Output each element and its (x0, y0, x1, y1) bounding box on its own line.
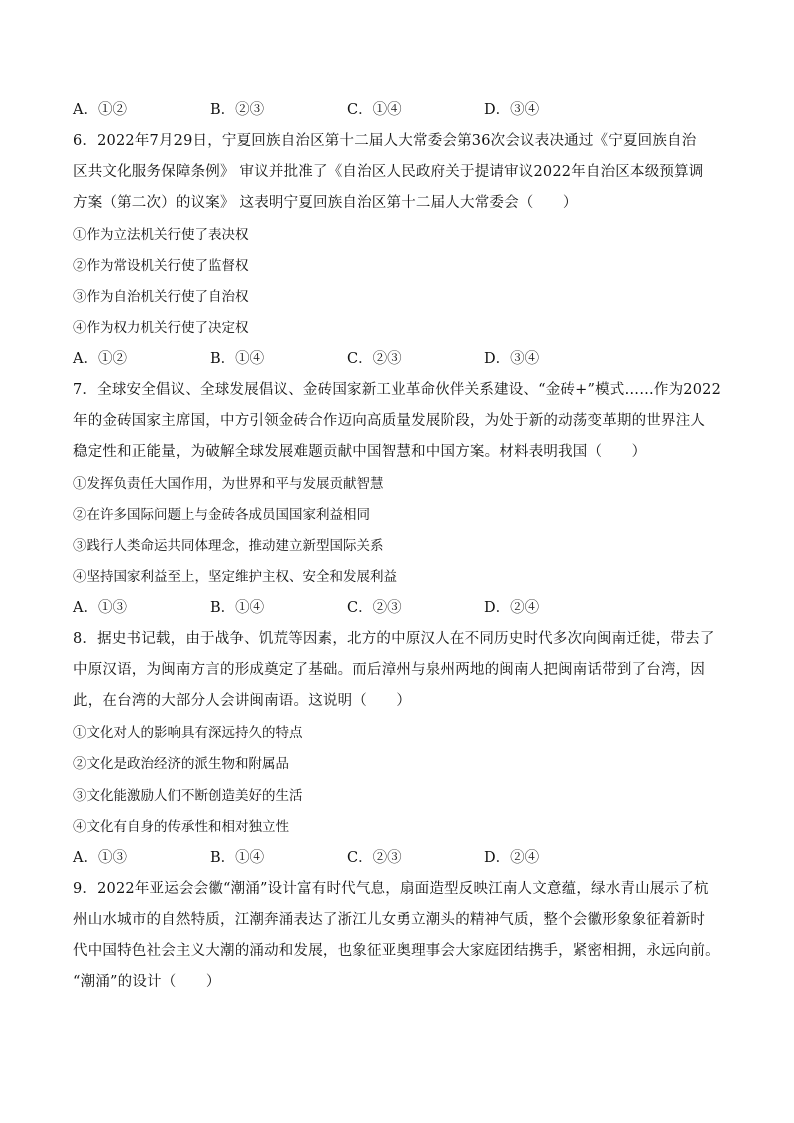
q7-stem-line-1: 7．全球安全倡议、全球发展倡议、金砖国家新工业革命伙伴关系建设、“金砖+”模式……作为2022 (73, 382, 721, 398)
q8-option-a[interactable]: A．①③ (73, 850, 127, 866)
q7-options (73, 598, 723, 618)
q8-option-c[interactable]: C．②③ (347, 850, 402, 866)
q7-item-2: ②在许多国际问题上与金砖各成员国国家利益相同 (73, 507, 370, 523)
q7-item-1: ①发挥负责任大国作用，为世界和平与发展贡献智慧 (73, 476, 384, 492)
q6-item-4: ④作为权力机关行使了决定权 (73, 320, 249, 336)
q6-option-b[interactable]: B．①④ (210, 351, 265, 367)
q7-stem-line-3: 稳定性和正能量，为破解全球发展难题贡献中国智慧和中国方案。材料表明我国（ ） (73, 444, 647, 460)
q7-option-a[interactable]: A．①③ (73, 600, 127, 616)
q9-stem-line-2: 州山水城市的自然特质，江潮奔涌表达了浙江儿女勇立潮头的精神气质，整个会徽形象象征着新时 (73, 912, 706, 928)
q7-stem-line-2: 年的金砖国家主席国，中方引领金砖合作迈向高质量发展阶段，为处于新的动荡变革期的世界注人 (73, 413, 706, 429)
q5-option-c[interactable]: C．①④ (347, 102, 402, 118)
q8-item-2: ②文化是政治经济的派生物和附属品 (73, 756, 289, 772)
q8-item-3: ③文化能激励人们不断创造美好的生活 (73, 788, 303, 804)
q6-item-1: ①作为立法机关行使了表决权 (73, 227, 249, 243)
q5-options (73, 100, 723, 120)
q6-option-d[interactable]: D．③④ (484, 351, 540, 367)
q8-stem-line-2: 中原汉语，为闽南方言的形成奠定了基础。而后漳州与泉州两地的闽南人把闽南话带到了台湾，因 (73, 662, 706, 678)
q6-stem-line-3: 方案（第二次）的议案》 这表明宁夏回族自治区第十二届人大常委会（ ） (73, 195, 578, 211)
q7-option-d[interactable]: D．②④ (484, 600, 540, 616)
q5-option-b[interactable]: B．②③ (210, 102, 265, 118)
q6-item-3: ③作为自治机关行使了自治权 (73, 289, 249, 305)
q7-item-3: ③践行人类命运共同体理念，推动建立新型国际关系 (73, 538, 384, 554)
q6-stem-line-1: 6．2022年7月29日，宁夏回族自治区第十二届人大常委会第36次会议表决通过《宁夏回族自治 (73, 133, 697, 149)
q8-options (73, 848, 723, 868)
q6-options (73, 349, 723, 369)
q5-option-a[interactable]: A．①② (73, 102, 127, 118)
q7-option-c[interactable]: C．②③ (347, 600, 402, 616)
q7-item-4: ④坚持国家利益至上，坚定维护主权、安全和发展利益 (73, 569, 397, 585)
q8-item-4: ④文化有自身的传承性和相对独立性 (73, 819, 289, 835)
q5-option-d[interactable]: D．③④ (484, 102, 540, 118)
q8-stem-line-3: 此，在台湾的大部分人会讲闽南语。这说明（ ） (73, 693, 412, 709)
q6-item-2: ②作为常设机关行使了监督权 (73, 258, 249, 274)
q8-option-b[interactable]: B．①④ (210, 850, 265, 866)
q9-stem-line-1: 9．2022年亚运会会徽“潮涌”设计富有时代气息，扇面造型反映江南人文意蕴，绿水青山展示了杭 (73, 881, 709, 897)
q9-stem-line-4: “潮涌”的设计（ ） (73, 974, 221, 990)
q8-option-d[interactable]: D．②④ (484, 850, 540, 866)
q6-stem-line-2: 区共文化服务保障条例》 审议并批准了《自治区人民政府关于提请审议2022年自治区本级预算调 (73, 164, 704, 180)
q7-option-b[interactable]: B．①④ (210, 600, 265, 616)
q6-option-c[interactable]: C．②③ (347, 351, 402, 367)
q6-option-a[interactable]: A．①② (73, 351, 127, 367)
q8-item-1: ①文化对人的影响具有深远持久的特点 (73, 725, 303, 741)
q9-stem-line-3: 代中国特色社会主义大潮的涌动和发展，也象征亚奥理事会大家庭团结携手，紧密相拥，永远向前。 (73, 943, 720, 959)
q8-stem-line-1: 8．据史书记载，由于战争、饥荒等因素，北方的中原汉人在不同历史时代多次向闽南迁徙，带去了 (73, 631, 715, 647)
